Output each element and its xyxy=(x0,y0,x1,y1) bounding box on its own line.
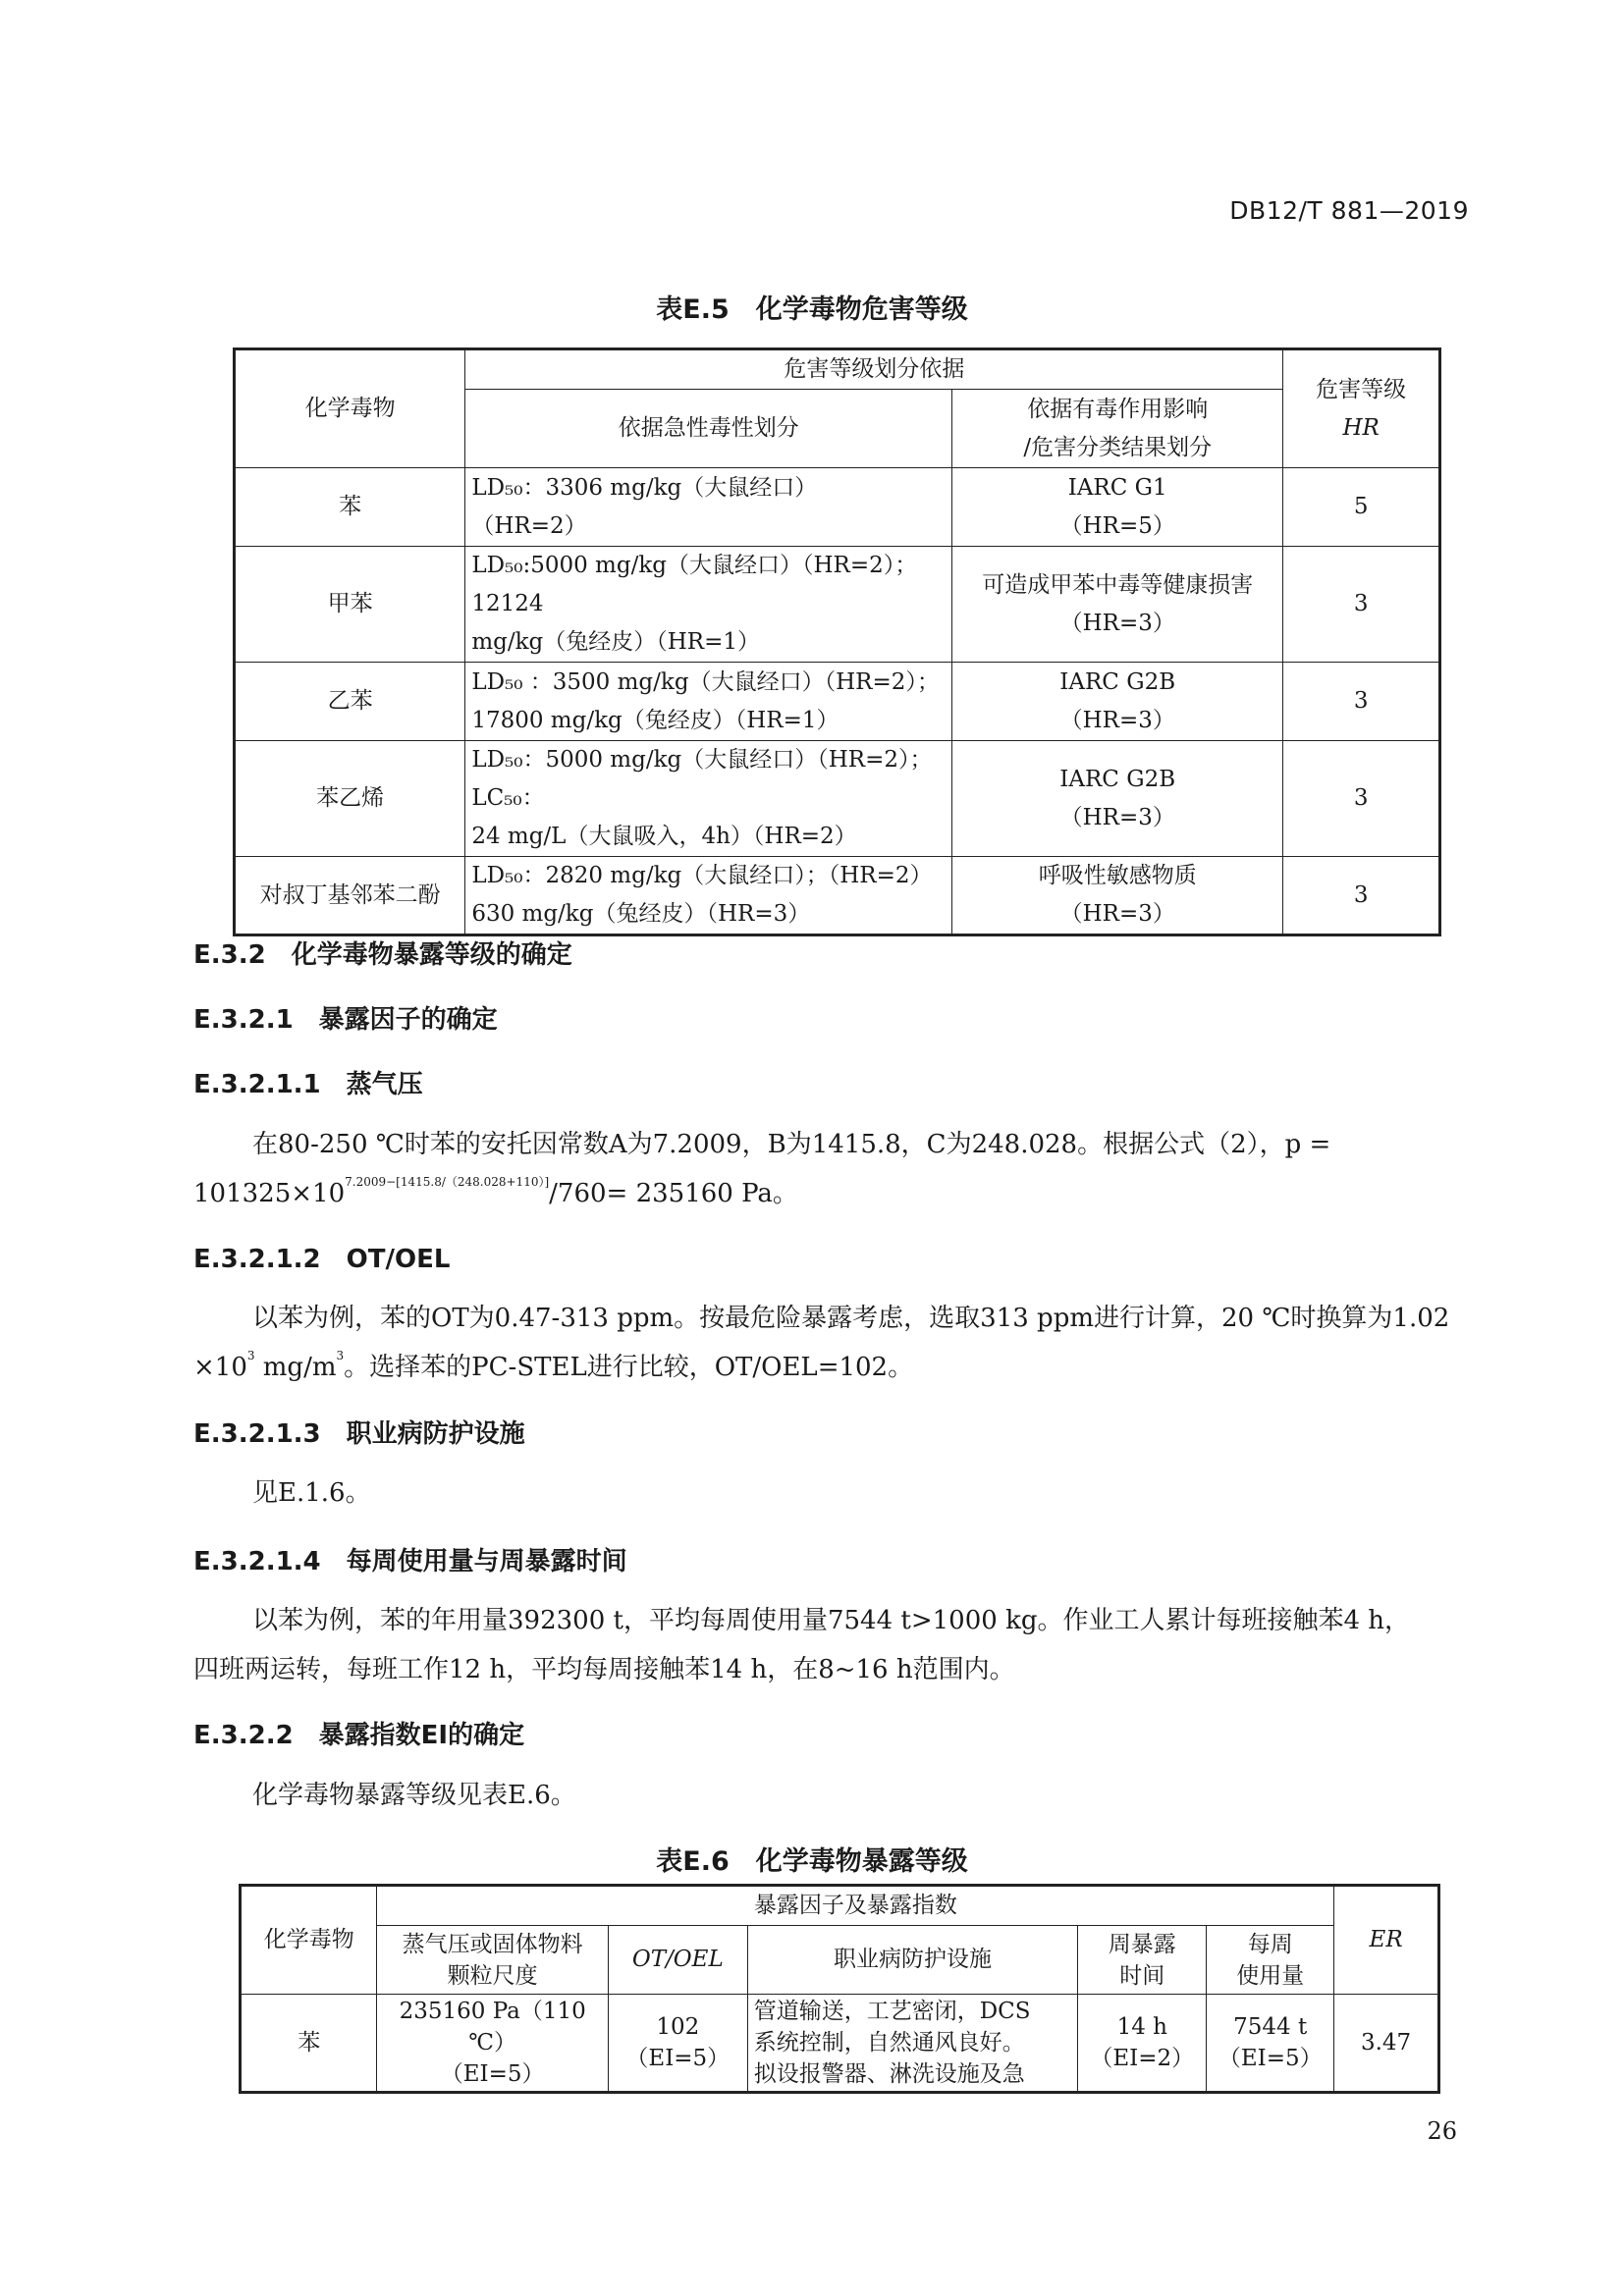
paragraph-vapor: 在80-250 ℃时苯的安托因常数A为7.2009，B为1415.8，C为248.028。根据公式（2），p = $101325\times 10^{7.2009-[1415.8/(248.028+110)]}/760= 235160$ Pa。 xyxy=(193,1130,1331,1208)
col-header-er: ER xyxy=(1334,1886,1439,1995)
table-row: 苯 LD₅₀：3306 mg/kg（大鼠经口） （HR=2） IARC G1 （HR=5） 5 xyxy=(235,468,1440,547)
page-number: 26 xyxy=(1427,2117,1457,2145)
section-heading: E.3.2.1 暴露因子的确定 xyxy=(193,1005,498,1035)
col-header-acute: 依据急性毒性划分 xyxy=(465,390,952,468)
col-header-chemical: 化学毒物 xyxy=(241,1886,377,1995)
col-header-protection: 职业病防护设施 xyxy=(747,1926,1078,1995)
table5-caption: 表E.5 化学毒物危害等级 xyxy=(656,294,968,325)
col-header-time: 周暴露 时间 xyxy=(1078,1926,1207,1995)
section-heading: E.3.2.1.1 蒸气压 xyxy=(193,1070,423,1099)
paragraph-usage: 以苯为例，苯的年用量392300 t，平均每周使用量7544 t>1000 kg。作业工人累计每班接触苯4 h， 四班两运转，每班工作12 h，平均每周接触苯14 h，在8~16 h范围内。 xyxy=(193,1606,1411,1684)
section-heading: E.3.2.1.4 每周使用量与周暴露时间 xyxy=(193,1547,627,1576)
group-header: 危害等级划分依据 xyxy=(465,349,1283,390)
col-header-vapor: 蒸气压或固体物料 颗粒尺度 xyxy=(377,1926,608,1995)
section-heading: E.3.2 化学毒物暴露等级的确定 xyxy=(193,940,572,970)
paragraph-protection: 见E.1.6。 xyxy=(252,1478,371,1508)
table-row: 乙苯 LD₅₀ ：3500 mg/kg（大鼠经口）（HR=2）； 17800 mg/kg（兔经皮）（HR=1） IARC G2B （HR=3） 3 xyxy=(235,663,1440,741)
table-row: 苯 235160 Pa（110 ℃） （EI=5） 102 （EI=5） 管道输送，工艺密闭，DCS 系统控制，自然通风良好。 拟设报警器、淋洗设施及急 14 h （EI=2） 7544 t （EI=5） 3.47 xyxy=(241,1995,1439,2093)
section-heading: E.3.2.1.3 职业病防护设施 xyxy=(193,1419,525,1449)
section-heading: E.3.2.1.2 OT/OEL xyxy=(193,1245,451,1274)
table-e5 xyxy=(233,347,1441,936)
col-header-grade: 危害等级 HR xyxy=(1283,349,1440,468)
paragraph-otoel: 以苯为例，苯的OT为0.47-313 ppm。按最危险暴露考虑，选取313 ppm进行计算，20 ℃时换算为1.02 $\times 10^3$ $mg/m^3$。选择苯的PC-STEL进行比较，OT/OEL=102。 xyxy=(193,1304,1450,1382)
col-header-chemical: 化学毒物 xyxy=(235,349,465,468)
table-row: 苯乙烯 LD₅₀：5000 mg/kg（大鼠经口）（HR=2）；LC₅₀： 24 mg/L（大鼠吸入，4h）（HR=2） IARC G2B （HR=3） 3 xyxy=(235,741,1440,857)
section-heading: E.3.2.2 暴露指数EI的确定 xyxy=(193,1721,525,1750)
table-row: 甲苯 LD₅₀:5000 mg/kg（大鼠经口）（HR=2）；12124 mg/kg（兔经皮）（HR=1） 可造成甲苯中毒等健康损害 （HR=3） 3 xyxy=(235,547,1440,663)
table-row: 对叔丁基邻苯二酚 LD₅₀：2820 mg/kg（大鼠经口）；（HR=2） 630 mg/kg（兔经皮）（HR=3） 呼吸性敏感物质 （HR=3） 3 xyxy=(235,857,1440,935)
document-code: DB12/T 881—2019 xyxy=(1229,196,1469,225)
col-header-otoel: OT/OEL xyxy=(608,1926,747,1995)
col-header-usage: 每周 使用量 xyxy=(1207,1926,1334,1995)
paragraph-ei: 化学毒物暴露等级见表E.6。 xyxy=(252,1781,576,1810)
table6-caption: 表E.6 化学毒物暴露等级 xyxy=(656,1846,968,1877)
table-e6 xyxy=(239,1884,1440,2094)
group-header: 暴露因子及暴露指数 xyxy=(377,1886,1334,1926)
col-header-effect: 依据有毒作用影响 /危害分类结果划分 xyxy=(952,390,1283,468)
